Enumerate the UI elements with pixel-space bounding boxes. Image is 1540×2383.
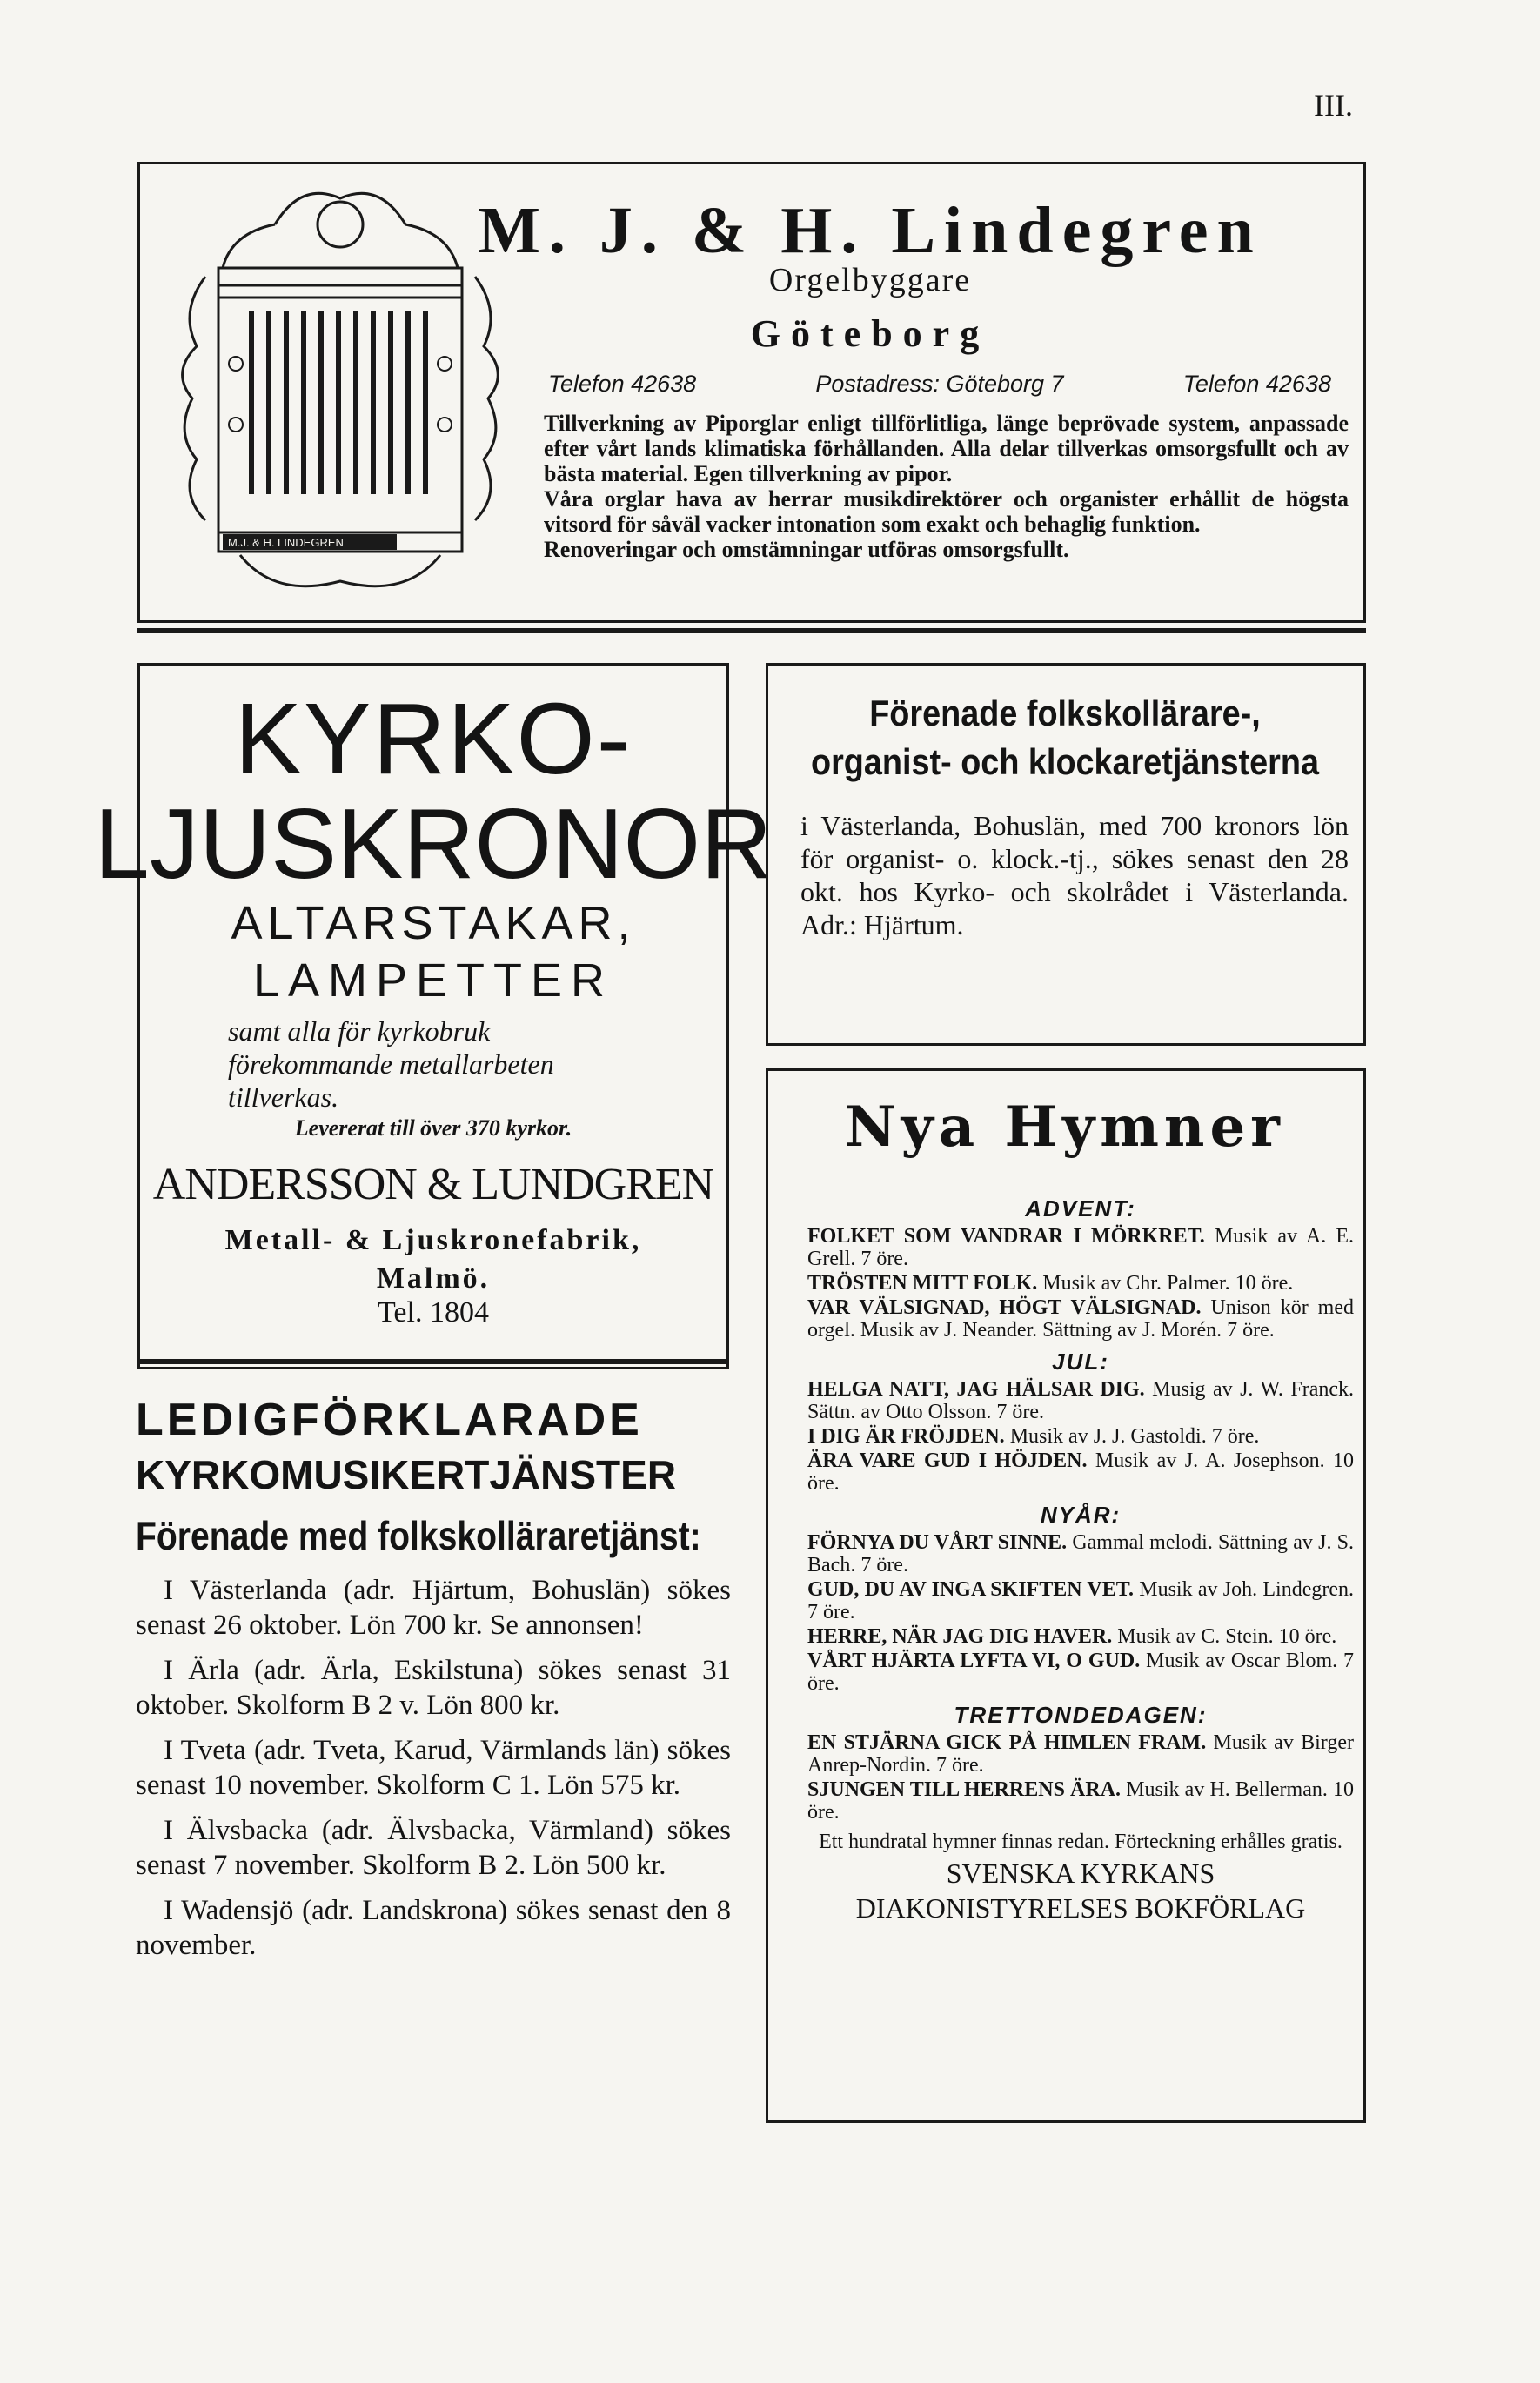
hymn-item-title: GUD, DU AV INGA SKIFTEN VET. (807, 1578, 1134, 1601)
body-paragraph: Renoveringar och omstämningar utföras omsorgsfullt. (544, 537, 1069, 562)
metall-text: Metall- & Ljuskronefabrik, (224, 1224, 642, 1256)
hymn-item (807, 1531, 1354, 1576)
hymn-item-text: Musik av Chr. Palmer. 10 öre. (1042, 1272, 1294, 1295)
hymn-item (807, 1578, 1354, 1623)
postal-address: Postadress: Göteborg 7 (815, 371, 1064, 397)
article-heading-3: Förenade med folkskolläraretjänst: (136, 1513, 701, 1558)
article-paragraph: I Wadensjö (adr. Landskrona) sökes senast den 8 november. (136, 1895, 731, 1961)
hymn-item-text: Gammal melodi. Sättning av J. S. Bach. 7 öre. (807, 1531, 1355, 1576)
hymn-item-text: Musik av H. Bellerman. 10 öre. (807, 1778, 1355, 1824)
hymn-item-title: HELGA NATT, JAG HÄLSAR DIG. (807, 1378, 1145, 1401)
hymn-item-text: Musik av Birger Anrep-Nordin. 7 öre. (807, 1731, 1354, 1777)
article-paragraph: I Västerlanda (adr. Hjärtum, Bohuslän) sökes senast 26 oktober. Lön 700 kr. Se annonsen! (136, 1575, 731, 1641)
hymn-item-title: I DIG ÄR FRÖJDEN. (807, 1425, 1005, 1448)
city: Göteborg (750, 312, 990, 355)
article-paragraph: I Älvsbacka (adr. Älvsbacka, Värmland) sökes senast 7 november. Skolform B 2. Lön 500 kr. (136, 1815, 731, 1881)
hymn-section-heading: TRETTONDEDAGEN: (954, 1702, 1208, 1728)
firm-name: M. J. & H. Lindegren (478, 194, 1262, 267)
body-paragraph: Våra orglar hava av herrar musikdirektörer och organister erhållit de högsta vitsord för såväl vacker intonation som exakt och behaglig funktion. (544, 486, 1349, 537)
metall-line (155, 1222, 712, 1298)
hymn-item (807, 1425, 1354, 1448)
hymn-item-text: Musig av J. W. Franck. Sättn. av Otto Olsson. 7 öre. (807, 1378, 1355, 1423)
hymn-item-title: TRÖSTEN MITT FOLK. (807, 1272, 1038, 1295)
headline-altarstakar: ALTARSTAKAR, (231, 897, 636, 949)
phone-left: Telefon 42638 (548, 371, 697, 397)
hymn-item-title: ÄRA VARE GUD I HÖJDEN. (807, 1449, 1088, 1472)
hymn-item-title: HERRE, NÄR JAG DIG HAVER. (807, 1625, 1113, 1648)
hymn-item-text: Musik av C. Stein. 10 öre. (1117, 1625, 1337, 1648)
hymn-title: Nya Hymner (845, 1094, 1285, 1160)
hymn-publisher: DIAKONISTYRELSES BOKFÖRLAG (855, 1892, 1306, 1924)
article-heading-2: KYRKOMUSIKERTJÄNSTER (136, 1452, 677, 1497)
hymn-item-title: VAR VÄLSIGNAD, HÖGT VÄLSIGNAD. (807, 1296, 1202, 1319)
hymn-item-title: EN STJÄRNA GICK PÅ HIMLEN FRAM. (807, 1731, 1207, 1754)
levererat-text: Levererat till över 370 kyrkor. (294, 1115, 572, 1141)
hymn-publisher: SVENSKA KYRKANS (946, 1858, 1215, 1889)
article-paragraph: I Tveta (adr. Tveta, Karud, Värmlands län) sökes senast 10 november. Skolform C 1. Lön 575 kr. (136, 1735, 731, 1801)
organ-illustration (171, 172, 510, 607)
organ-plate-text: M.J. & H. LINDEGREN (228, 536, 344, 549)
samt-text: samt alla för kyrkobruk förekommande metallarbeten tillverkas. (228, 1015, 554, 1113)
article-paragraph: I Ärla (adr. Ärla, Eskilstuna) sökes senast 31 oktober. Skolform B 2 v. Lön 800 kr. (136, 1655, 731, 1721)
divider-rule (137, 1359, 729, 1364)
telephone: Tel. 1804 (378, 1296, 489, 1329)
hymn-item (807, 1272, 1354, 1295)
firm-andersson-lundgren: ANDERSSON & LUNDGREN (152, 1160, 714, 1209)
hymn-footer: Ett hundratal hymner finnas redan. Förteckning erhålles gratis. (819, 1831, 1342, 1853)
article-heading-1: LEDIGFÖRKLARADE (136, 1395, 643, 1445)
lindegren-body (544, 411, 1349, 562)
article-body (136, 1573, 731, 1973)
hymn-item-title: VÅRT HJÄRTA LYFTA VI, O GUD. (807, 1650, 1141, 1672)
headline-lampetter: LAMPETTER (252, 954, 614, 1007)
hymn-item (807, 1449, 1354, 1495)
page-number: III. (1314, 88, 1353, 123)
forenade-body: i Västerlanda, Bohuslän, med 700 kronors lön för organist- o. klock.-tj., sökes senast den 28 okt. hos Kyrko- och skolrådet i Västerlanda. Adr.: Hjärtum. (800, 810, 1349, 940)
contact-line (548, 371, 1331, 398)
headline-ljuskronor: LJUSKRONOR (94, 789, 773, 900)
hymn-item (807, 1225, 1354, 1270)
hymn-section-heading: NYÅR: (1040, 1502, 1122, 1528)
profession: Orgelbyggare (768, 262, 972, 298)
hymn-item-text: Unison kör med orgel. Musik av J. Neander. Sättning av J. Morén. 7 öre. (807, 1296, 1354, 1342)
hymn-item-text: Musik av A. E. Grell. 7 öre. (807, 1225, 1355, 1270)
hymn-item-text: Musik av J. J. Gastoldi. 7 öre. (1009, 1425, 1260, 1448)
hymn-list (807, 1188, 1354, 1923)
hymn-section-heading: ADVENT: (1025, 1195, 1136, 1222)
forenade-heading: Förenade folkskollärare-, organist- och klockaretjänsterna (811, 693, 1319, 782)
hymn-item-text: Musik av J. A. Josephson. 10 öre. (807, 1449, 1354, 1495)
hymn-item (807, 1296, 1354, 1342)
hymn-item (807, 1625, 1354, 1648)
phone-right: Telefon 42638 (1182, 371, 1331, 397)
hymn-item-title: FÖRNYA DU VÅRT SINNE. (807, 1531, 1068, 1554)
hymn-item (807, 1378, 1354, 1423)
hymn-item-title: FOLKET SOM VANDRAR I MÖRKRET. (807, 1225, 1205, 1248)
hymn-item (807, 1778, 1354, 1824)
malmo-text: Malmö. (376, 1262, 491, 1295)
divider-rule (137, 628, 1366, 633)
hymn-section-heading: JUL: (1052, 1349, 1109, 1375)
hymn-item (807, 1731, 1354, 1777)
hymn-item-title: SJUNGEN TILL HERRENS ÄRA. (807, 1778, 1122, 1801)
hymn-item-text: Musik av Oscar Blom. 7 öre. (807, 1650, 1355, 1695)
hymn-item-text: Musik av Joh. Lindegren. 7 öre. (807, 1578, 1355, 1623)
headline-kyrko: KYRKO- (234, 682, 633, 795)
hymn-item (807, 1650, 1354, 1695)
body-paragraph: Tillverkning av Piporglar enligt tillförlitliga, länge beprövade system, anpassade efter vårt lands klimatiska förhållanden. Alla delar tillverkas omsorgsfullt och av bästa material. Egen tillverkning av pipor. (544, 411, 1349, 486)
